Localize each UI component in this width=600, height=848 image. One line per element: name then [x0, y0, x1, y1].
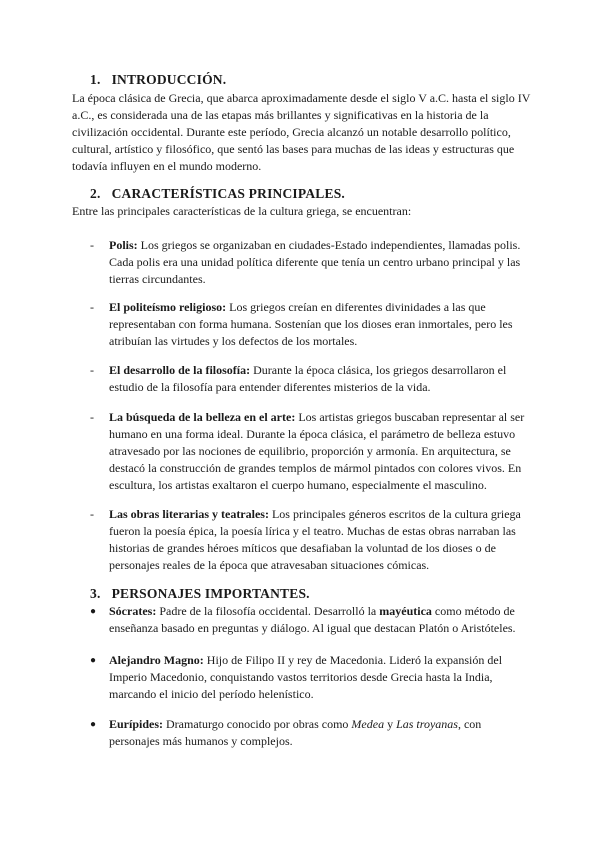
person-item-alejandro-magno [90, 652, 530, 703]
list-item-obras-literarias [90, 506, 530, 574]
item-text: Los principales géneros escritos de la cultura griega fueron la poesía épica, la poesía lírica y el teatro. Muchas de estas obras narraban las historias de grandes héroes míticos que desafiaban la voluntad de los dioses o de personajes reales de la época que atravesaban situaciones cómicas. [109, 507, 521, 572]
person-name: Eurípides: [109, 717, 164, 731]
characteristics-intro: Entre las principales características de la cultura griega, se encuentran: [72, 204, 412, 218]
item-term: El politeísmo religioso: [109, 300, 227, 314]
item-text: Los griegos creían en diferentes divinidades a las que representaban con forma humana. Sostenían que los dioses eran inmortales, pero les atribuían las virtudes y los defectos de los mortales. [109, 300, 513, 348]
person-text: y [384, 717, 397, 731]
item-term: Las obras literarias y teatrales: [109, 507, 269, 521]
list-item-polis [90, 237, 530, 288]
item-term: La búsqueda de la belleza en el arte: [109, 410, 296, 424]
section-number: 3. [90, 586, 101, 601]
person-bold-term: mayéutica [379, 604, 432, 618]
person-item-euripides [90, 716, 530, 750]
work-title-las-troyanas: Las troyanas [396, 717, 458, 731]
section-number: 1. [90, 72, 101, 87]
intro-paragraph: La época clásica de Grecia, que abarca aproximadamente desde el siglo V a.C. hasta el siglo IV a.C., es considerada una de las etapas más brillantes y significativas en la historia de la civilización occidental. Durante este período, Grecia alcanzó un notable desarrollo político, cultural, artístico y filosófico, que sentó las bases para muchas de las ideas y estructuras que todavía influyen en el mundo moderno. [72, 91, 531, 173]
person-text: como método de enseñanza basado en preguntas y diálogo. Al igual que destacan Platón o Aristóteles. [109, 604, 516, 635]
bullet-marker: ● [90, 719, 97, 730]
item-text: Los artistas griegos buscaban representar al ser humano en una forma ideal. Durante la época clásica, el parámetro de belleza estuvo atravesado por las nociones de equilibrio, proporción y armonía. En arquitectura, se destacó la construcción de grandes templos de mármol pintados con colores vivos. En escultura, los artistas exaltaron el cuerpo humano, especialmente el masculino. [109, 410, 525, 492]
bullet-marker: ● [90, 655, 97, 666]
item-text: Los griegos se organizaban en ciudades-Estado independientes, llamadas polis. Cada polis era una unidad política diferente que tenía un centro urbano principal y las tierras circundantes. [109, 238, 521, 286]
item-term: El desarrollo de la filosofía: [109, 363, 251, 377]
section-heading-personajes [90, 586, 310, 602]
list-item-belleza-arte [90, 409, 530, 494]
person-text: Padre de la filosofía occidental. Desarrolló la [156, 604, 380, 618]
section-number: 2. [90, 186, 101, 201]
section-title: CARACTERÍSTICAS PRINCIPALES. [111, 186, 345, 201]
item-term: Polis: [109, 238, 138, 252]
person-text: Dramaturgo conocido por obras como [163, 717, 352, 731]
dash-marker: - [90, 238, 94, 252]
person-name: Alejandro Magno: [109, 653, 204, 667]
bullet-marker: ● [90, 606, 97, 617]
work-title-medea: Medea [351, 717, 385, 731]
person-name: Sócrates: [109, 604, 157, 618]
dash-marker: - [90, 507, 94, 521]
person-item-socrates [90, 603, 530, 637]
section-heading-introduccion [90, 72, 226, 88]
section-heading-caracteristicas [90, 186, 345, 202]
person-text: Hijo de Filipo II y rey de Macedonia. Lideró la expansión del Imperio Macedonio, conquistando vastos territorios desde Grecia hasta la India, marcando el inicio del período helenístico. [109, 653, 503, 701]
dash-marker: - [90, 300, 94, 314]
dash-marker: - [90, 410, 94, 424]
item-text: Durante la época clásica, los griegos desarrollaron el estudio de la filosofía para entender diferentes misterios de la vida. [109, 363, 507, 394]
list-item-filosofia [90, 362, 530, 396]
dash-marker: - [90, 363, 94, 377]
person-text: , con personajes más humanos y complejos. [109, 717, 482, 748]
list-item-politeismo [90, 299, 530, 350]
section-title: INTRODUCCIÓN. [111, 72, 227, 87]
section-title: PERSONAJES IMPORTANTES. [111, 586, 310, 601]
